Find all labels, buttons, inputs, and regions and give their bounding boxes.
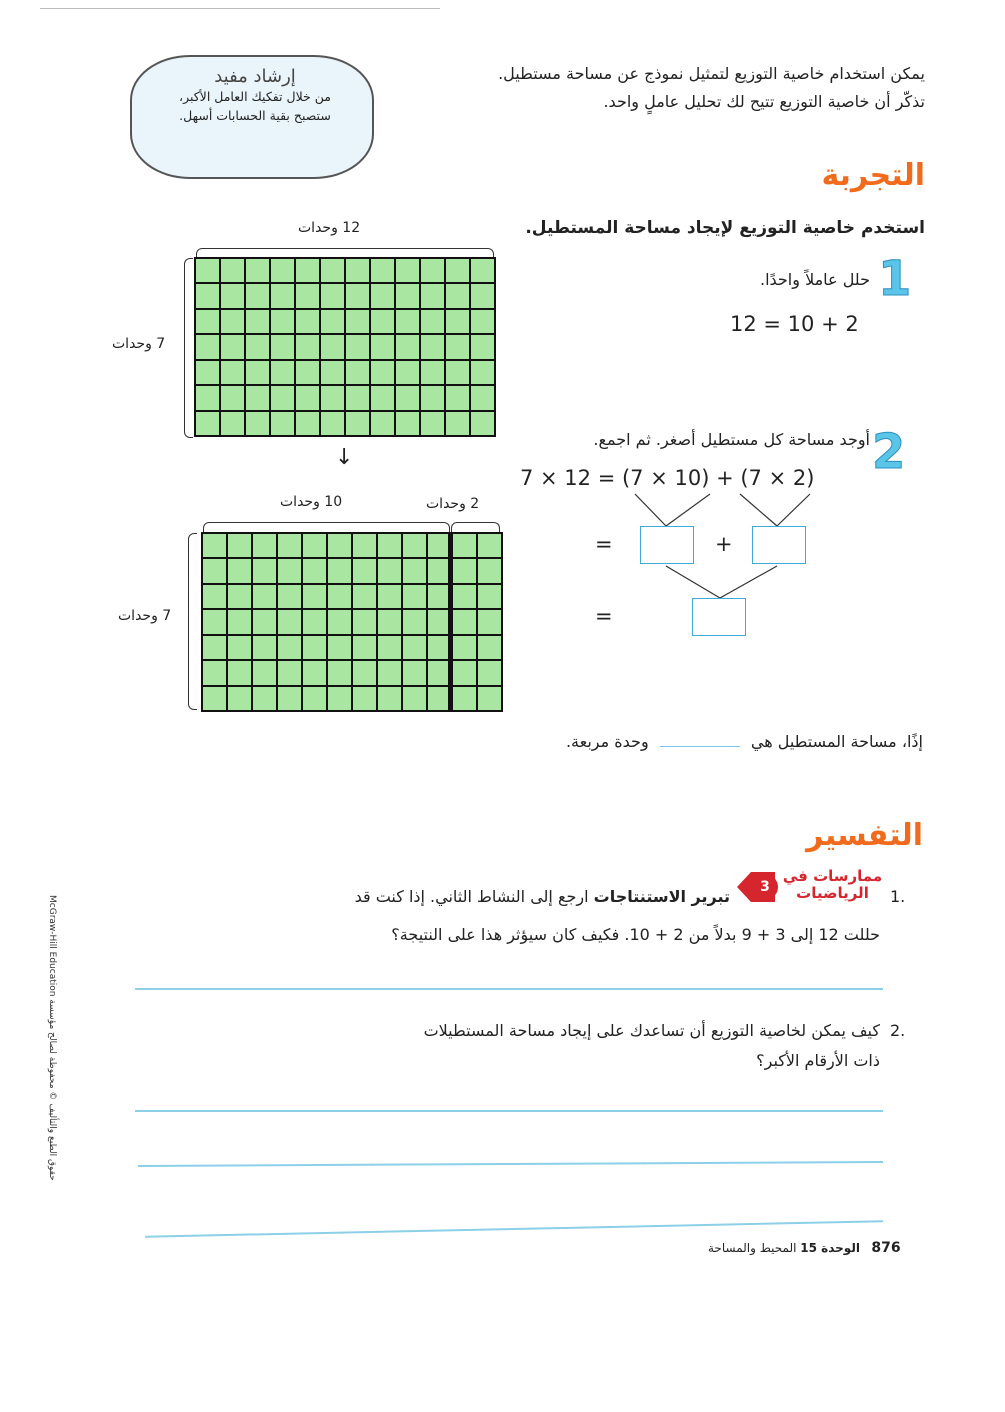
grid-cell	[221, 361, 244, 384]
grid-cell	[353, 610, 376, 633]
q2-number: 2.	[890, 1021, 906, 1040]
grid-cell	[371, 284, 394, 307]
grid-cell	[421, 412, 444, 435]
grid-cell	[346, 284, 369, 307]
grid-cell	[403, 610, 426, 633]
grid-cell	[328, 661, 351, 684]
experiment-title: التجربة	[821, 158, 925, 193]
plus-sign: +	[715, 532, 733, 556]
q1-text-a: ارجع إلى النشاط الثاني. إذا كنت قد	[354, 887, 589, 906]
grid-cell	[228, 559, 251, 582]
grid-cell	[296, 259, 319, 282]
answer-box-total[interactable]	[692, 598, 746, 636]
grid-cell	[396, 361, 419, 384]
grid-cell	[321, 335, 344, 358]
grid-cell	[453, 534, 476, 557]
grid-cell	[303, 661, 326, 684]
grid-cell	[278, 559, 301, 582]
grid-cell	[471, 335, 494, 358]
grid-cell	[346, 335, 369, 358]
grid-cell	[321, 284, 344, 307]
grid-cell	[396, 412, 419, 435]
q1-answer-line[interactable]	[135, 988, 883, 990]
q2-answer-line-3[interactable]	[145, 1220, 883, 1237]
grid-cell	[228, 610, 251, 633]
grid-cell	[253, 610, 276, 633]
grid-cell	[246, 361, 269, 384]
grid-cell	[253, 661, 276, 684]
interpretation-title: التفسير	[806, 818, 923, 853]
grid-cell	[221, 310, 244, 333]
grid-cell	[303, 534, 326, 557]
grid-cell	[296, 412, 319, 435]
grid-cell	[371, 361, 394, 384]
grid-cell	[446, 259, 469, 282]
grid-cell	[478, 687, 501, 710]
intro-line-1: يمكن استخدام خاصية التوزيع لتمثيل نموذج عن مساحة مستطيل.	[498, 64, 925, 83]
grid-cell	[421, 335, 444, 358]
grid-cell	[321, 412, 344, 435]
grid-cell	[453, 585, 476, 608]
grid-cell	[246, 412, 269, 435]
grid-cell	[253, 636, 276, 659]
step-1-number: 1	[878, 251, 912, 307]
grid-cell	[328, 636, 351, 659]
grid-cell	[328, 610, 351, 633]
q2-line-1: كيف يمكن لخاصية التوزيع أن تساعدك على إيجاد مساحة المستطيلات	[423, 1021, 880, 1040]
grid-cell	[203, 687, 226, 710]
grid-cell	[353, 687, 376, 710]
grid-cell	[396, 386, 419, 409]
practice-number-badge: 3	[752, 874, 778, 900]
step-1-equation: 12 = 10 + 2	[730, 312, 859, 336]
grid-cell	[296, 284, 319, 307]
grid-cell	[371, 259, 394, 282]
grid-7x12-split	[201, 532, 503, 712]
grid-cell	[471, 310, 494, 333]
grid-cell	[353, 534, 376, 557]
grid-cell	[453, 687, 476, 710]
grid-cell	[271, 386, 294, 409]
down-arrow-icon: ↓	[335, 445, 354, 470]
conclusion-suffix: وحدة مربعة.	[565, 732, 649, 751]
grid-cell	[478, 559, 501, 582]
grid-cell	[278, 687, 301, 710]
tip-title: إرشاد مفيد	[214, 66, 296, 87]
grid-cell	[346, 361, 369, 384]
grid-cell	[446, 335, 469, 358]
grid-cell	[203, 534, 226, 557]
grid-cell	[378, 559, 401, 582]
grid-cell	[453, 610, 476, 633]
grid-cell	[246, 386, 269, 409]
grid-cell	[228, 534, 251, 557]
practice-label	[780, 868, 885, 902]
grid-cell	[203, 559, 226, 582]
bottom-height-brace	[188, 533, 197, 710]
grid-cell	[253, 585, 276, 608]
grid-cell	[271, 259, 294, 282]
bottom-width-label-2: 2 وحدات	[426, 496, 480, 512]
grid-cell	[453, 661, 476, 684]
grid-cell	[321, 310, 344, 333]
grid-cell	[371, 386, 394, 409]
grid-cell	[278, 661, 301, 684]
grid-cell	[303, 636, 326, 659]
grid-cell	[446, 412, 469, 435]
grid-cell	[196, 412, 219, 435]
q1-bold: تبرير الاستنتاجات	[593, 887, 730, 906]
grid-cell	[478, 534, 501, 557]
step-2-equation: 7 × 12 = (7 × 10) + (7 × 2)	[520, 466, 815, 490]
q2-line-2: ذات الأرقام الأكبر؟	[756, 1051, 880, 1070]
grid-cell	[321, 259, 344, 282]
top-rule	[40, 8, 440, 9]
grid-cell	[296, 361, 319, 384]
grid-cell	[203, 661, 226, 684]
grid-cell	[378, 585, 401, 608]
grid-cell	[203, 636, 226, 659]
grid-cell	[278, 636, 301, 659]
grid-cell	[403, 687, 426, 710]
grid-cell	[228, 687, 251, 710]
q1-line-2: حللت 12 إلى 3 + 9 بدلاً من 2 + 10. فكيف كان سيؤثر هذا على النتيجة؟	[391, 925, 880, 944]
grid-cell	[328, 534, 351, 557]
conclusion-blank[interactable]	[660, 746, 740, 747]
grid-cell	[478, 585, 501, 608]
grid-cell	[446, 310, 469, 333]
tip-line-2: ستصبح بقية الحسابات أسهل.	[179, 108, 331, 123]
bottom-width-label-10: 10 وحدات	[280, 494, 343, 510]
top-width-label: 12 وحدات	[298, 220, 361, 236]
grid-cell	[196, 259, 219, 282]
unit-label: الوحدة 15	[800, 1241, 860, 1255]
grid-cell	[253, 559, 276, 582]
grid-cell	[271, 412, 294, 435]
grid-cell	[278, 534, 301, 557]
grid-cell	[246, 259, 269, 282]
practice-label-1: ممارسات في	[782, 867, 883, 885]
grid-cell	[346, 259, 369, 282]
grid-cell	[421, 386, 444, 409]
grid-cell	[228, 585, 251, 608]
conclusion-prefix: إذًا، مساحة المستطيل هي	[750, 732, 923, 751]
grid-cell	[271, 335, 294, 358]
grid-cell	[478, 636, 501, 659]
grid-cell	[421, 259, 444, 282]
grid-cell	[246, 310, 269, 333]
grid-cell	[421, 284, 444, 307]
grid-cell	[303, 610, 326, 633]
top-height-brace	[184, 258, 193, 438]
grid-cell	[196, 310, 219, 333]
grid-cell	[353, 661, 376, 684]
practice-label-2: الرياضيات	[796, 884, 869, 902]
grid-cell	[471, 412, 494, 435]
grid-cell	[346, 386, 369, 409]
grid-cell	[378, 687, 401, 710]
step-2-number: 2	[872, 424, 906, 480]
grid-cell	[371, 412, 394, 435]
grid-cell	[196, 361, 219, 384]
grid-cell	[353, 559, 376, 582]
grid-cell	[228, 661, 251, 684]
grid-cell	[346, 412, 369, 435]
step-1-text: حلل عاملاً واحدًا.	[759, 270, 870, 289]
conclusion	[566, 732, 923, 751]
grid-cell	[271, 310, 294, 333]
grid-cell	[403, 636, 426, 659]
grid-cell	[228, 636, 251, 659]
grid-cell	[271, 361, 294, 384]
grid-cell	[403, 585, 426, 608]
grid-cell	[246, 335, 269, 358]
grid-cell	[396, 335, 419, 358]
split-line	[448, 532, 451, 712]
page-number: 876	[871, 1240, 901, 1256]
grid-cell	[221, 284, 244, 307]
grid-cell	[421, 310, 444, 333]
grid-cell	[403, 559, 426, 582]
grid-cell	[353, 585, 376, 608]
experiment-instruction: استخدم خاصية التوزيع لإيجاد مساحة المستطيل.	[525, 218, 925, 238]
grid-cell	[471, 386, 494, 409]
grid-cell	[353, 636, 376, 659]
grid-cell	[453, 636, 476, 659]
grid-cell	[303, 559, 326, 582]
grid-cell	[403, 534, 426, 557]
equals-sign-2: =	[595, 604, 613, 628]
grid-cell	[396, 284, 419, 307]
grid-cell	[321, 361, 344, 384]
grid-cell	[296, 335, 319, 358]
grid-cell	[278, 585, 301, 608]
grid-cell	[378, 661, 401, 684]
grid-cell	[378, 610, 401, 633]
answer-box-7x10[interactable]	[640, 526, 694, 564]
grid-cell	[303, 585, 326, 608]
grid-cell	[396, 259, 419, 282]
grid-cell	[446, 284, 469, 307]
answer-box-7x2[interactable]	[752, 526, 806, 564]
q2-answer-line-2[interactable]	[138, 1161, 883, 1166]
grid-cell	[321, 386, 344, 409]
bottom-height-label: 7 وحدات	[118, 608, 172, 624]
step-2-text: أوجد مساحة كل مستطيل أصغر. ثم اجمع.	[593, 430, 870, 449]
intro-line-2: تذكّر أن خاصية التوزيع تتيح لك تحليل عاملٍ واحد.	[603, 92, 925, 111]
q2-answer-line-1[interactable]	[135, 1110, 883, 1112]
grid-cell	[446, 361, 469, 384]
grid-cell	[246, 284, 269, 307]
grid-cell	[196, 335, 219, 358]
grid-cell	[196, 386, 219, 409]
grid-cell	[471, 284, 494, 307]
grid-cell	[328, 687, 351, 710]
tip-content	[150, 66, 360, 125]
grid-cell	[403, 661, 426, 684]
grid-cell	[253, 687, 276, 710]
grid-cell	[471, 259, 494, 282]
grid-cell	[378, 636, 401, 659]
grid-cell	[396, 310, 419, 333]
grid-cell	[371, 335, 394, 358]
grid-cell	[221, 259, 244, 282]
tip-line-1: من خلال تفكيك العامل الأكبر،	[179, 89, 331, 104]
grid-cell	[471, 361, 494, 384]
q1-number: 1.	[890, 887, 906, 906]
grid-cell	[446, 386, 469, 409]
grid-cell	[278, 610, 301, 633]
grid-cell	[196, 284, 219, 307]
grid-7x12	[194, 257, 496, 437]
side-credit: McGraw-Hill Education حقوق الطبع والتأليف © محفوظة لصالح مؤسسة	[47, 895, 57, 1181]
grid-cell	[303, 687, 326, 710]
grid-cell	[221, 412, 244, 435]
grid-cell	[453, 559, 476, 582]
top-height-label: 7 وحدات	[112, 336, 166, 352]
grid-cell	[296, 310, 319, 333]
grid-cell	[478, 661, 501, 684]
intro-text	[365, 60, 925, 116]
grid-cell	[271, 284, 294, 307]
grid-cell	[371, 310, 394, 333]
grid-cell	[203, 585, 226, 608]
grid-cell	[221, 386, 244, 409]
grid-cell	[296, 386, 319, 409]
equals-sign-1: =	[595, 532, 613, 556]
grid-cell	[328, 559, 351, 582]
grid-cell	[203, 610, 226, 633]
page-footer	[708, 1240, 901, 1256]
grid-cell	[421, 361, 444, 384]
grid-cell	[253, 534, 276, 557]
grid-cell	[328, 585, 351, 608]
unit-title: المحيط والمساحة	[708, 1241, 797, 1255]
q1-line-1	[355, 880, 730, 914]
grid-cell	[378, 534, 401, 557]
grid-cell	[478, 610, 501, 633]
grid-cell	[221, 335, 244, 358]
grid-cell	[346, 310, 369, 333]
